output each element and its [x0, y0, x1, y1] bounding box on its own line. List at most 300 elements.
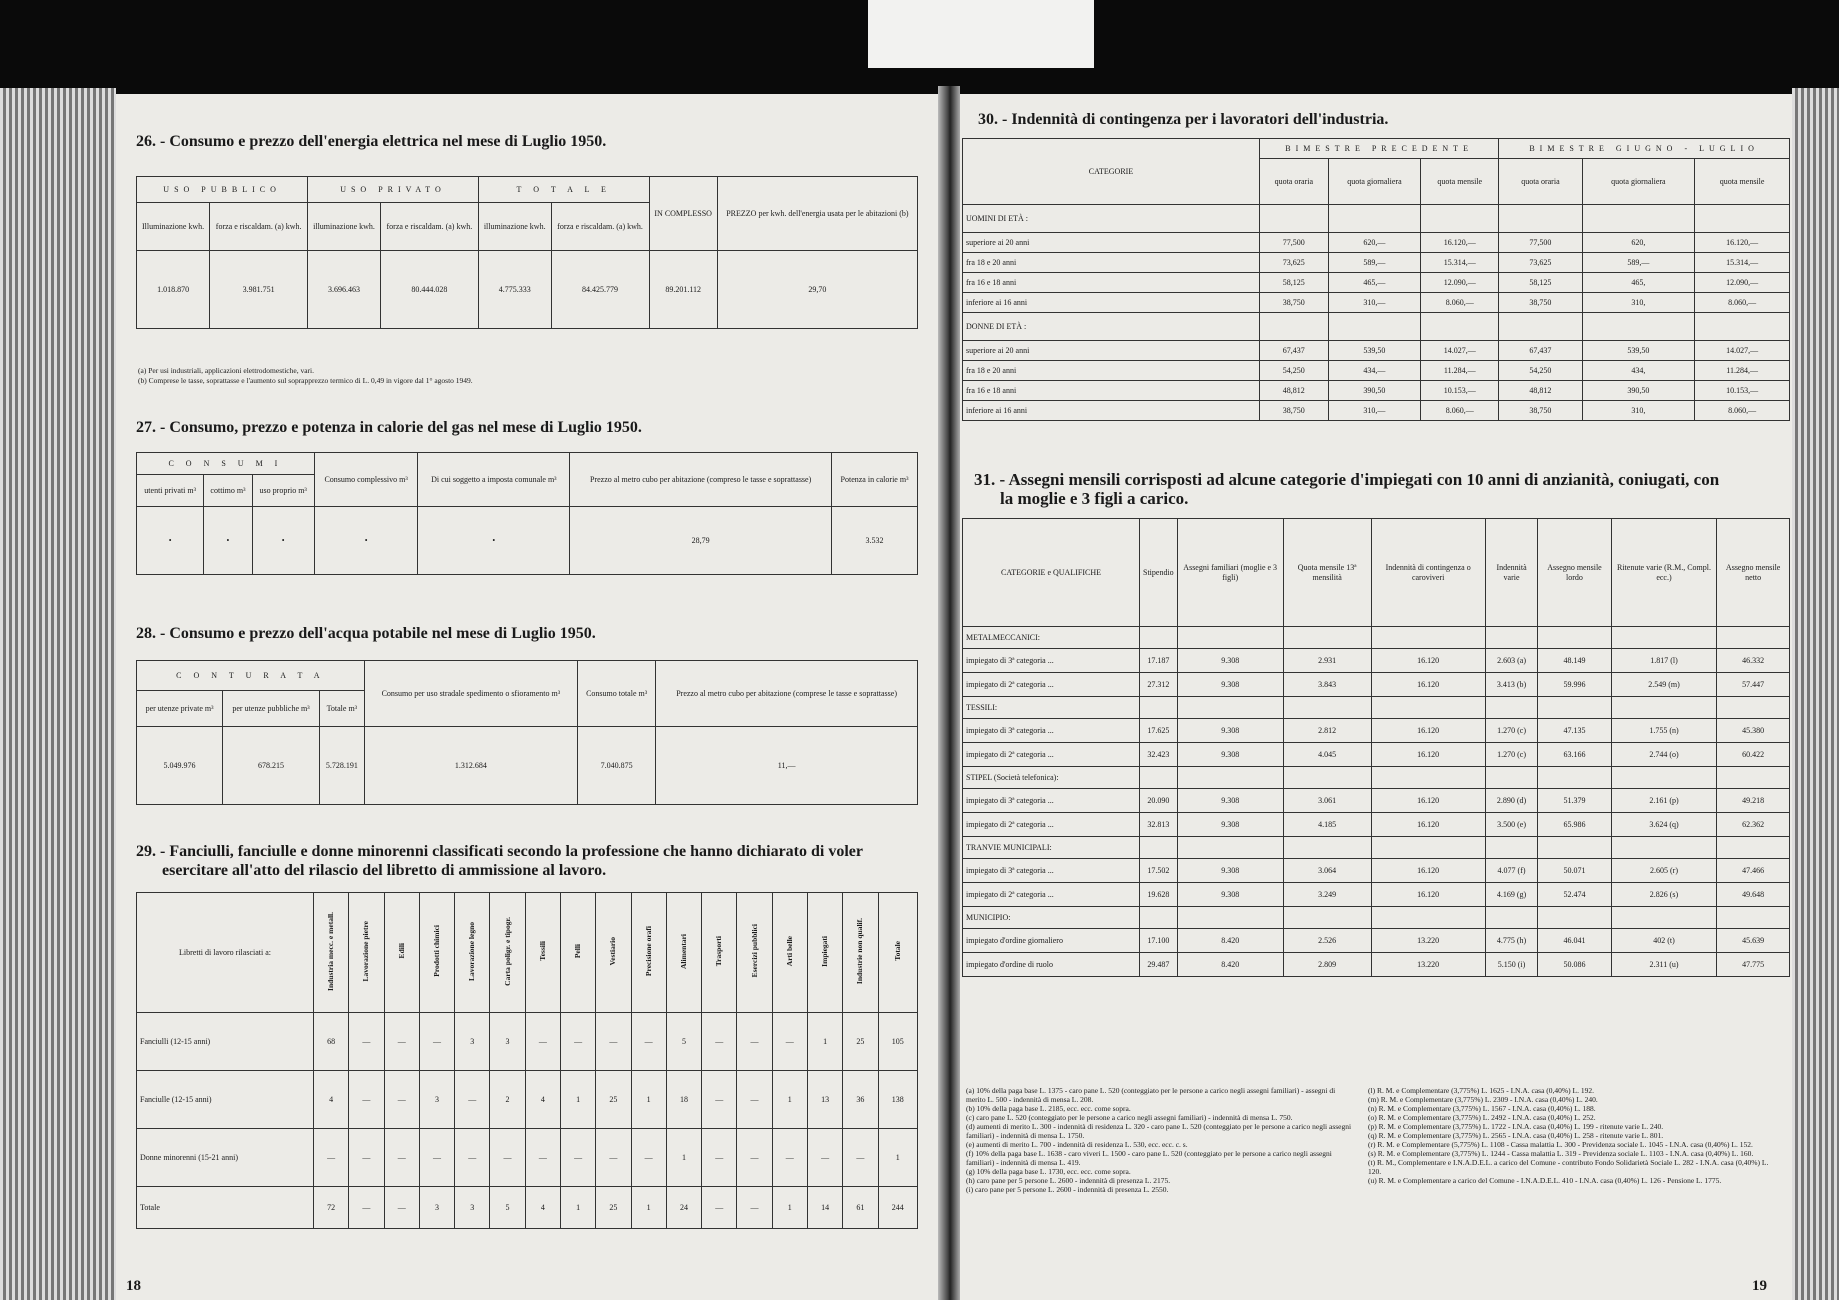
t31-cell: 9.308 [1177, 789, 1283, 813]
t30-cell: 589,— [1582, 253, 1695, 273]
t29-cell: — [490, 1129, 525, 1187]
t30-cell: 14.027,— [1695, 341, 1790, 361]
t29-cell: 4 [525, 1071, 560, 1129]
t31-cell: 4.045 [1283, 743, 1371, 767]
t29-cell: 1 [666, 1129, 701, 1187]
t29-row-label: Totale [137, 1187, 314, 1229]
t29-cell: 13 [807, 1071, 842, 1129]
t29-col-label: Trasporti [714, 935, 724, 967]
t30-cell: 539,50 [1328, 341, 1421, 361]
t30-cell: 434,— [1328, 361, 1421, 381]
table-26 [136, 176, 918, 329]
t31-cell [1371, 767, 1485, 789]
table-row [963, 401, 1790, 421]
t31-cell [1140, 907, 1178, 929]
t31-cell: 59.996 [1538, 673, 1611, 697]
t30-row-label: inferiore ai 16 anni [963, 401, 1260, 421]
right-book-edge [1792, 88, 1839, 1300]
t31-cell: 45.639 [1717, 929, 1790, 953]
t29-col-label: Pelli [573, 943, 583, 959]
t31-group-label: METALMECCANICI: [963, 627, 1140, 649]
t30-cell: 73,625 [1499, 253, 1582, 273]
table-row [137, 1187, 918, 1229]
t31-cell: 2.826 (s) [1611, 883, 1717, 907]
t30-row-label: inferiore ai 16 anni [963, 293, 1260, 313]
t30-cell: 390,50 [1328, 381, 1421, 401]
t29-cell: 72 [314, 1187, 349, 1229]
t29-cell: — [702, 1013, 737, 1071]
t31-title-line2: la moglie e 3 figli a carico. [1000, 489, 1189, 508]
t29-col-label: Prodotti chimici [431, 925, 441, 977]
t27-group-consumi: C O N S U M I [137, 453, 315, 475]
top-card-background [868, 0, 1094, 68]
t31-row-label: impiegato di 3ª categoria ... [963, 789, 1140, 813]
table-30-title: 30. - Indennità di contingenza per i lavoratori dell'industria. [978, 111, 1389, 128]
t28-header: per utenze private m³ [137, 691, 223, 727]
t29-row-label: Fanciulli (12-15 anni) [137, 1013, 314, 1071]
t31-header: Assegni familiari (moglie e 3 figli) [1177, 519, 1283, 627]
t31-cell [1611, 697, 1717, 719]
t30-cell: 12.090,— [1421, 273, 1499, 293]
t27-header: Consumo complessivo m³ [314, 453, 418, 507]
t28-cell: 1.312.684 [364, 727, 577, 805]
t28-cell: 11,— [656, 727, 918, 805]
t31-row-label: impiegato di 2ª categoria ... [963, 673, 1140, 697]
t29-cell: — [349, 1013, 384, 1071]
t30-cell: 67,437 [1499, 341, 1582, 361]
t31-header: Indennità varie [1485, 519, 1537, 627]
t31-cell: 3.624 (q) [1611, 813, 1717, 837]
t30-cell: 58,125 [1499, 273, 1582, 293]
t31-cell [1371, 697, 1485, 719]
t30-cell: 73,625 [1260, 253, 1329, 273]
t31-cell: 16.120 [1371, 813, 1485, 837]
t27-cell: 3.532 [832, 507, 918, 575]
t31-cell [1283, 767, 1371, 789]
book-gutter [938, 86, 960, 1300]
t31-cell [1717, 627, 1790, 649]
table-27 [136, 452, 918, 575]
t30-cell: 12.090,— [1695, 273, 1790, 293]
table-row [963, 883, 1790, 907]
t31-cell: 16.120 [1371, 719, 1485, 743]
t31-row-label: impiegato d'ordine di ruolo [963, 953, 1140, 977]
t29-col-header [702, 893, 737, 1013]
t28-group-contur: C O N T U R A T A [137, 661, 365, 691]
t31-cell [1485, 627, 1537, 649]
t26-note-a: (a) Per usi industriali, applicazioni elettrodomestiche, vari. [138, 366, 314, 375]
t31-cell [1177, 767, 1283, 789]
t31-cell: 13.220 [1371, 929, 1485, 953]
t31-cell: 9.308 [1177, 859, 1283, 883]
table-31-title [974, 470, 1719, 508]
t30-cell: 11.284,— [1421, 361, 1499, 381]
t26-header-illumination: Illuminazione kwh. [137, 203, 210, 251]
t29-cell: — [314, 1129, 349, 1187]
t29-col-header [490, 893, 525, 1013]
t30-cell [1328, 205, 1421, 233]
t31-note: (a) 10% della paga base L. 1375 - caro pane L. 520 (conteggiato per le persone a carico negli assegni familiari) - assegni di merito L. 500 - indennità di mensa L. 208. [966, 1086, 1336, 1104]
t31-group-label: MUNICIPIO: [963, 907, 1140, 929]
t29-col-label: Lavorazione legno [467, 921, 477, 981]
t30-cell: 58,125 [1260, 273, 1329, 293]
t28-cell: 5.049.976 [137, 727, 223, 805]
t31-cell: 16.120 [1371, 649, 1485, 673]
t31-note: (o) R. M. e Complementare (3,775%) L. 2492 - I.N.A. casa (0,40%) L. 252. [1368, 1113, 1596, 1122]
t31-cell [1140, 627, 1178, 649]
t31-row-label: impiegato d'ordine giornaliero [963, 929, 1140, 953]
t31-header: Assegno mensile netto [1717, 519, 1790, 627]
t29-cell: 1 [807, 1013, 842, 1071]
t31-row-label: impiegato di 2ª categoria ... [963, 743, 1140, 767]
t31-cell: 2.549 (m) [1611, 673, 1717, 697]
t31-cell: 45.380 [1717, 719, 1790, 743]
t29-cell: — [737, 1013, 772, 1071]
t29-cell: — [843, 1129, 878, 1187]
t31-note: (e) aumenti di merito L. 700 - indennità di residenza L. 530, ecc. ecc. c. s. [966, 1140, 1188, 1149]
t31-cell [1611, 907, 1717, 929]
t31-cell [1538, 837, 1611, 859]
t26-cell: 4.775.333 [478, 251, 551, 329]
t31-cell: 9.308 [1177, 673, 1283, 697]
t30-row-label: superiore ai 20 anni [963, 341, 1260, 361]
t31-cell: 3.843 [1283, 673, 1371, 697]
table-26-title: 26. - Consumo e prezzo dell'energia elettrica nel mese di Luglio 1950. [136, 133, 607, 150]
t30-subheader: quota giornaliera [1328, 159, 1421, 205]
table-row [963, 789, 1790, 813]
t28-cell: 678.215 [223, 727, 320, 805]
t31-cell: 2.161 (p) [1611, 789, 1717, 813]
t30-cell: 465, [1582, 273, 1695, 293]
t31-cell [1283, 627, 1371, 649]
t29-col-header [384, 893, 419, 1013]
t30-cell: 16.120,— [1421, 233, 1499, 253]
t30-cell [1695, 313, 1790, 341]
table-row [137, 1013, 918, 1071]
table-row [963, 293, 1790, 313]
t29-cell: 2 [490, 1071, 525, 1129]
page-number-left: 18 [126, 1278, 141, 1294]
t31-cell: 2.890 (d) [1485, 789, 1537, 813]
t31-notes-left [966, 1086, 1356, 1194]
t30-cell: 589,— [1328, 253, 1421, 273]
t29-cell: — [631, 1013, 666, 1071]
t31-cell [1371, 837, 1485, 859]
t31-cell: 1.817 (l) [1611, 649, 1717, 673]
t31-cell: 52.474 [1538, 883, 1611, 907]
t26-header-complex: IN COMPLESSO [649, 177, 717, 251]
t31-header: Stipendio [1140, 519, 1178, 627]
t29-col-label: Lavorazione pietre [361, 920, 371, 982]
t30-subheader: quota mensile [1695, 159, 1790, 205]
t29-cell: 1 [560, 1071, 595, 1129]
t29-cell: 1 [560, 1187, 595, 1229]
t31-cell [1177, 907, 1283, 929]
t29-cell: — [772, 1013, 807, 1071]
t29-cell: — [560, 1129, 595, 1187]
t31-cell: 1.755 (n) [1611, 719, 1717, 743]
page-number-right: 19 [1752, 1278, 1767, 1294]
t31-group-row [963, 767, 1790, 789]
t31-cell [1177, 697, 1283, 719]
t29-col-header [596, 893, 631, 1013]
t31-cell [1283, 837, 1371, 859]
t31-cell: 47.466 [1717, 859, 1790, 883]
t29-col-header [631, 893, 666, 1013]
table-29 [136, 892, 918, 1229]
t30-cell: 620,— [1328, 233, 1421, 253]
t31-cell: 1.270 (c) [1485, 719, 1537, 743]
t29-cell: — [737, 1129, 772, 1187]
t29-cell: — [596, 1013, 631, 1071]
t31-note: (h) caro pane per 5 persone L. 2600 - indennità di presenza L. 2175. [966, 1176, 1171, 1185]
t29-cell: — [349, 1129, 384, 1187]
t29-cell: — [596, 1129, 631, 1187]
t29-cell: — [349, 1071, 384, 1129]
t29-cell: — [737, 1071, 772, 1129]
t26-cell: 3.981.751 [210, 251, 308, 329]
t31-cell: 9.308 [1177, 883, 1283, 907]
t31-cell: 49.648 [1717, 883, 1790, 907]
t29-cell: 3 [455, 1013, 490, 1071]
t31-cell: 57.447 [1717, 673, 1790, 697]
table-28-title: 28. - Consumo e prezzo dell'acqua potabile nel mese di Luglio 1950. [136, 625, 596, 642]
t31-cell: 4.077 (f) [1485, 859, 1537, 883]
t29-cell: 1 [772, 1071, 807, 1129]
t31-note: (i) caro pane per 5 persone L. 2600 - indennità di presenza L. 2550. [966, 1185, 1169, 1194]
t31-row-label: impiegato di 2ª categoria ... [963, 813, 1140, 837]
t31-note: (u) R. M. e Complementare a carico del Comune - I.N.A.D.E.L. 410 - I.N.A. casa (0,40%) L. 126 - Pensione L. 1775. [1368, 1176, 1722, 1185]
t31-header: Indennità di contingenza o caroviveri [1371, 519, 1485, 627]
t29-cell: 25 [596, 1071, 631, 1129]
t26-header-power: forza e riscaldam. (a) kwh. [380, 203, 478, 251]
t31-cell: 46.332 [1717, 649, 1790, 673]
t30-cell: 38,750 [1260, 293, 1329, 313]
t31-cell: 17.187 [1140, 649, 1178, 673]
t27-header: cottimo m³ [204, 475, 252, 507]
t29-cell: 24 [666, 1187, 701, 1229]
t30-cell: 54,250 [1260, 361, 1329, 381]
table-row [963, 743, 1790, 767]
t31-header: Assegno mensile lordo [1538, 519, 1611, 627]
t30-cell: 77,500 [1499, 233, 1582, 253]
t30-cell: 54,250 [1499, 361, 1582, 381]
t27-cell: • [204, 507, 252, 575]
t30-cell: 8.060,— [1695, 293, 1790, 313]
t30-cell: 539,50 [1582, 341, 1695, 361]
table-row [963, 273, 1790, 293]
t30-cell [1499, 205, 1582, 233]
t26-header-power: forza e riscaldam. (a) kwh. [551, 203, 649, 251]
t31-cell: 16.120 [1371, 789, 1485, 813]
t31-cell [1371, 627, 1485, 649]
t29-cell: — [349, 1187, 384, 1229]
t30-subheader: quota giornaliera [1582, 159, 1695, 205]
t31-cell: 8.420 [1177, 929, 1283, 953]
t29-col-header [314, 893, 349, 1013]
t29-cell: — [631, 1129, 666, 1187]
t31-cell: 62.362 [1717, 813, 1790, 837]
t29-cell: — [525, 1129, 560, 1187]
t29-cell: 4 [525, 1187, 560, 1229]
t31-cell: 60.422 [1717, 743, 1790, 767]
t31-group-row [963, 837, 1790, 859]
t29-cell: 5 [490, 1187, 525, 1229]
t29-cell: 3 [490, 1013, 525, 1071]
t31-cell [1611, 627, 1717, 649]
t31-cell: 17.100 [1140, 929, 1178, 953]
t29-title-line1: 29. - Fanciulli, fanciulle e donne minorenni classificati secondo la professione che hanno dichiarato di voler [136, 843, 863, 860]
t31-cell: 2.526 [1283, 929, 1371, 953]
t31-cell: 4.185 [1283, 813, 1371, 837]
t31-group-label: TESSILI: [963, 697, 1140, 719]
t31-cell: 8.420 [1177, 953, 1283, 977]
t26-note-b: (b) Comprese le tasse, soprattasse e l'aumento sul soprapprezzo termico di L. 0,49 in vigore dal 1° agosto 1949. [138, 376, 473, 385]
t31-cell [1140, 767, 1178, 789]
t26-header-price: PREZZO per kwh. dell'energia usata per le abitazioni (b) [717, 177, 917, 251]
t29-cell: 1 [631, 1187, 666, 1229]
t30-cell [1695, 205, 1790, 233]
t30-cell [1260, 313, 1329, 341]
t29-col-label: Totale [892, 941, 902, 961]
t29-cell: 3 [419, 1071, 454, 1129]
t30-cell: 16.120,— [1695, 233, 1790, 253]
t31-row-label: impiegato di 3ª categoria ... [963, 859, 1140, 883]
t26-cell: 80.444.028 [380, 251, 478, 329]
t28-header: per utenze pubbliche m³ [223, 691, 320, 727]
t31-cell [1538, 767, 1611, 789]
t31-cell: 63.166 [1538, 743, 1611, 767]
t30-cell: 8.060,— [1421, 401, 1499, 421]
t31-cell [1538, 907, 1611, 929]
t30-cell: 38,750 [1260, 401, 1329, 421]
t30-group-row [963, 313, 1790, 341]
t29-cell: 5 [666, 1013, 701, 1071]
t31-cell: 2.603 (a) [1485, 649, 1537, 673]
t31-note: (t) R. M., Complementare e I.N.A.D.E.L. a carico del Comune - contributo Fondo Solidarietà Sociale L. 282 - I.N.A. casa (0,40%) L. 120. [1368, 1158, 1769, 1176]
t31-cell: 32.423 [1140, 743, 1178, 767]
t31-note: (m) R. M. e Complementare (3,775%) L. 2309 - I.N.A. casa (0,40%) L. 240. [1368, 1095, 1598, 1104]
t29-cell: 25 [843, 1013, 878, 1071]
table-row [137, 1129, 918, 1187]
t31-cell: 47.775 [1717, 953, 1790, 977]
t30-cell: 38,750 [1499, 293, 1582, 313]
table-row [963, 813, 1790, 837]
t30-row-label: fra 18 e 20 anni [963, 361, 1260, 381]
t31-cell: 50.071 [1538, 859, 1611, 883]
t27-cell: 28,79 [570, 507, 832, 575]
t31-cell [1283, 907, 1371, 929]
t29-cell: 61 [843, 1187, 878, 1229]
t27-cell: • [418, 507, 570, 575]
t29-col-label: Impiegati [820, 935, 830, 967]
t30-cell: 390,50 [1582, 381, 1695, 401]
t31-cell [1611, 837, 1717, 859]
t31-cell: 19.628 [1140, 883, 1178, 907]
t30-cell: 48,812 [1260, 381, 1329, 401]
left-page [116, 94, 938, 1300]
t29-cell: — [384, 1129, 419, 1187]
t29-cell: — [702, 1071, 737, 1129]
t26-group-total: T O T A L E [478, 177, 649, 203]
t26-group-private: USO PRIVATO [308, 177, 479, 203]
t31-cell: 1.270 (c) [1485, 743, 1537, 767]
t27-header: Di cui soggetto a imposta comunale m³ [418, 453, 570, 507]
t31-cell: 17.625 [1140, 719, 1178, 743]
table-row [137, 1071, 918, 1129]
t31-cell: 9.308 [1177, 719, 1283, 743]
t31-cell: 13.220 [1371, 953, 1485, 977]
t31-cell: 2.311 (u) [1611, 953, 1717, 977]
t27-cell: • [137, 507, 204, 575]
t30-cell [1582, 205, 1695, 233]
t29-cell: — [737, 1187, 772, 1229]
t31-row-label: impiegato di 2ª categoria ... [963, 883, 1140, 907]
t30-cell [1328, 313, 1421, 341]
t31-cell: 2.744 (o) [1611, 743, 1717, 767]
right-page [960, 94, 1792, 1300]
table-28 [136, 660, 918, 805]
t28-header: Consumo per uso stradale spedimento o sfioramento m³ [364, 661, 577, 727]
t31-cell [1485, 697, 1537, 719]
t29-cell: — [455, 1071, 490, 1129]
t31-cell: 2.931 [1283, 649, 1371, 673]
t30-cell: 620, [1582, 233, 1695, 253]
table-row [963, 381, 1790, 401]
t30-cell: 38,750 [1499, 401, 1582, 421]
t30-cell [1582, 313, 1695, 341]
t29-row-label: Fanciulle (12-15 anni) [137, 1071, 314, 1129]
t29-col-header [772, 893, 807, 1013]
t30-cell [1499, 313, 1582, 341]
t31-cell: 5.150 (i) [1485, 953, 1537, 977]
t31-cell [1717, 907, 1790, 929]
t30-subheader: quota oraria [1260, 159, 1329, 205]
t31-cell: 51.379 [1538, 789, 1611, 813]
t31-group-label: STIPEL (Società telefonica): [963, 767, 1140, 789]
t29-col-header [419, 893, 454, 1013]
t29-title-line2: esercitare all'atto del rilascio del libretto di ammissione al lavoro. [162, 862, 607, 879]
t31-group-row [963, 697, 1790, 719]
t31-row-label: impiegato di 3ª categoria ... [963, 649, 1140, 673]
table-31 [962, 518, 1790, 977]
t31-cell [1538, 627, 1611, 649]
t29-cell: — [419, 1129, 454, 1187]
t29-cell: 68 [314, 1013, 349, 1071]
t29-col-header [525, 893, 560, 1013]
t31-cell: 20.090 [1140, 789, 1178, 813]
t29-col-header [878, 893, 918, 1013]
t30-cell: 310,— [1328, 293, 1421, 313]
t29-cell: — [807, 1129, 842, 1187]
t31-cell [1717, 697, 1790, 719]
table-row [963, 953, 1790, 977]
t26-header-illumination: illuminazione kwh. [478, 203, 551, 251]
t30-group-previous: BIMESTRE PRECEDENTE [1260, 139, 1499, 159]
t31-cell [1485, 907, 1537, 929]
t26-cell: 84.425.779 [551, 251, 649, 329]
t30-subheader: quota oraria [1499, 159, 1582, 205]
t31-header: CATEGORIE e QUALIFICHE [963, 519, 1140, 627]
table-27-title: 27. - Consumo, prezzo e potenza in calorie del gas nel mese di Luglio 1950. [136, 419, 642, 436]
t31-header: Quota mensile 13ª mensilità [1283, 519, 1371, 627]
t31-cell: 3.413 (b) [1485, 673, 1537, 697]
t30-cell: 67,437 [1260, 341, 1329, 361]
t31-note: (q) R. M. e Complementare (3,775%) L. 2565 - I.N.A. casa (0,40%) L. 258 - ritenute varie L. 801. [1368, 1131, 1664, 1140]
t31-cell: 4.169 (g) [1485, 883, 1537, 907]
t31-cell: 9.308 [1177, 649, 1283, 673]
t29-cell: — [384, 1187, 419, 1229]
